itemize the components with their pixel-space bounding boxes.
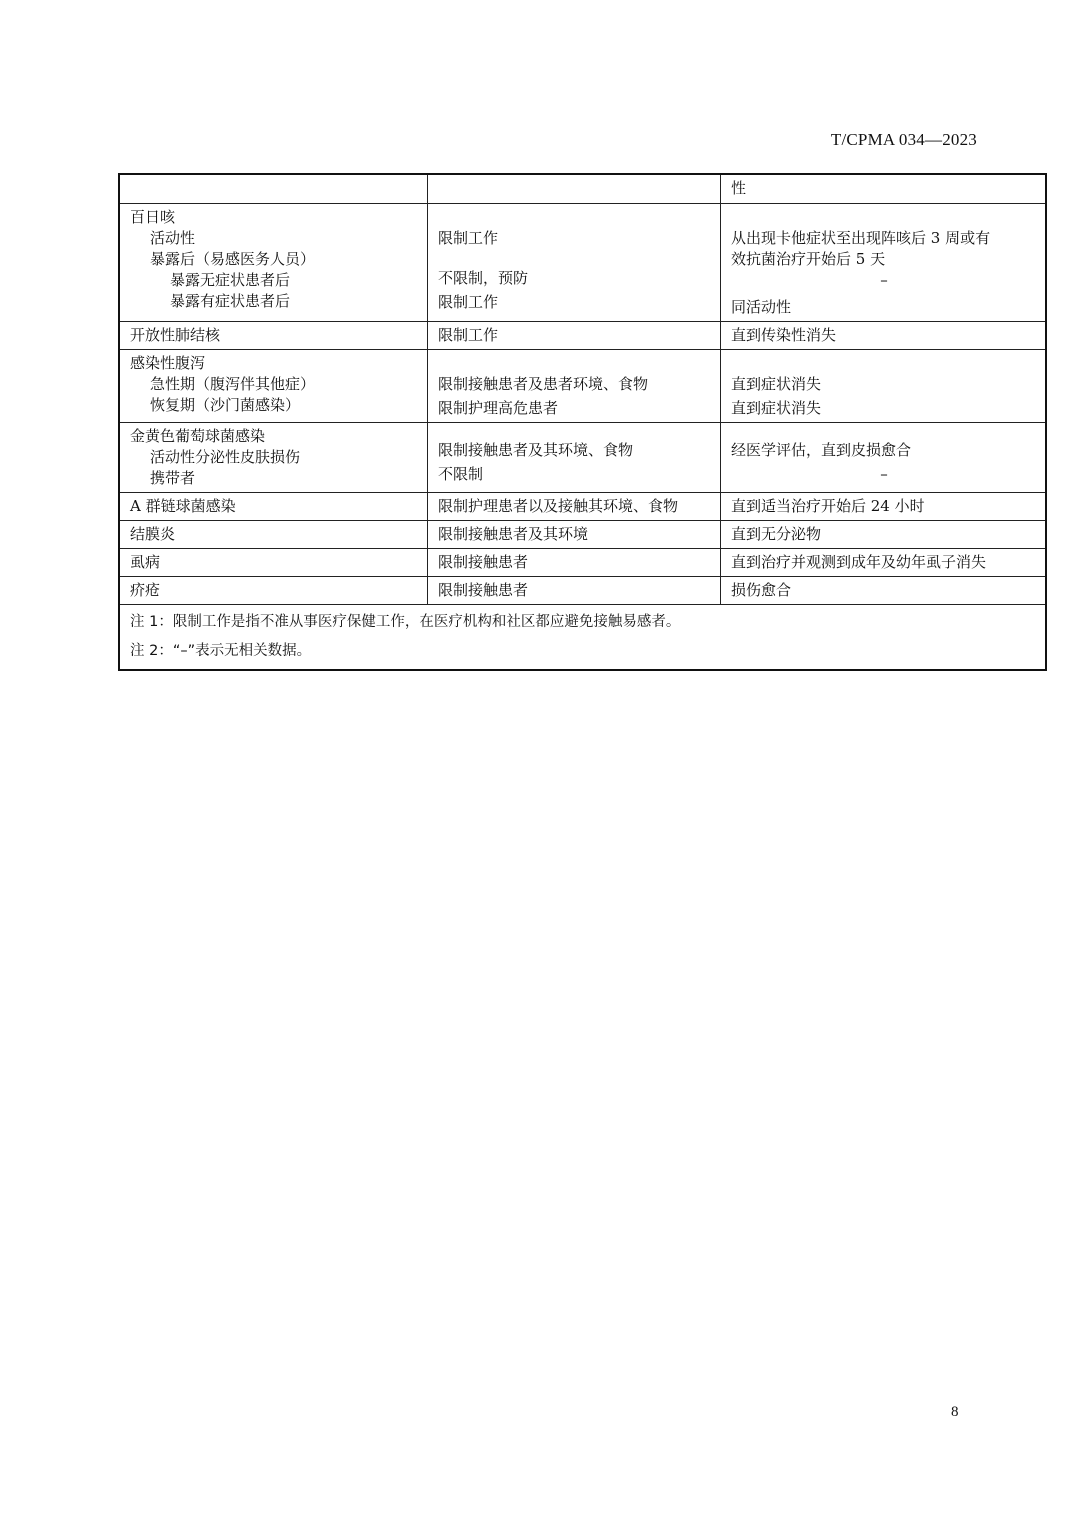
disease-stage: 活动性分泌性皮肤损伤 <box>150 447 301 466</box>
restriction-text: 限制工作 <box>428 321 721 349</box>
disease-substage: 暴露有症状患者后 <box>170 291 291 310</box>
table-row-conjunctivitis <box>119 520 1046 548</box>
restriction-text: 限制接触患者 <box>428 576 721 604</box>
table-notes-row <box>119 604 1046 670</box>
disease-substage: 暴露无症状患者后 <box>170 270 291 289</box>
restriction-cell <box>428 203 721 321</box>
duration-cell <box>721 203 1047 321</box>
notes-cell <box>119 604 1046 670</box>
restriction-text: 限制工作 <box>438 292 499 311</box>
duration-text: 直到治疗并观测到成年及幼年虱子消失 <box>721 548 1047 576</box>
table-cell: 性 <box>721 174 1047 203</box>
restriction-text: 限制接触患者 <box>428 548 721 576</box>
table-row <box>119 174 1046 203</box>
disease-cell <box>119 203 428 321</box>
disease-stage: 携带者 <box>150 468 196 487</box>
disease-stage: 急性期（腹泻伴其他症） <box>150 374 316 393</box>
disease-cell <box>119 422 428 492</box>
disease-name: 感染性腹泻 <box>130 353 206 372</box>
disease-name: 百日咳 <box>130 207 176 226</box>
table-row-pertussis <box>119 203 1046 321</box>
disease-name: 疥疮 <box>119 576 428 604</box>
disease-stage: 恢复期（沙门菌感染） <box>150 395 301 414</box>
duration-text: 从出现卡他症状至出现阵咳后 3 周或有 <box>731 228 991 247</box>
restriction-text: 不限制，预防 <box>438 268 529 287</box>
duration-text: 直到症状消失 <box>731 398 822 417</box>
duration-cell <box>721 349 1047 422</box>
table-row-lice <box>119 548 1046 576</box>
restriction-text: 限制接触患者及患者环境、食物 <box>438 374 649 393</box>
disease-stage: 活动性 <box>150 228 196 247</box>
table-row-scabies <box>119 576 1046 604</box>
restriction-cell <box>428 349 721 422</box>
duration-cell <box>721 422 1047 492</box>
restriction-cell <box>428 422 721 492</box>
disease-name: 虱病 <box>119 548 428 576</box>
table-row-infectious-diarrhea <box>119 349 1046 422</box>
disease-name: 金黄色葡萄球菌感染 <box>130 426 266 445</box>
duration-text: – <box>880 464 888 483</box>
disease-name: A 群链球菌感染 <box>119 492 428 520</box>
restriction-text: 限制工作 <box>438 228 499 247</box>
restriction-text: 限制接触患者及其环境、食物 <box>438 440 634 459</box>
infection-work-restriction-table <box>118 173 1047 671</box>
table-cell <box>428 174 721 203</box>
restriction-text: 限制护理高危患者 <box>438 398 559 417</box>
table-row-group-a-strep <box>119 492 1046 520</box>
table-note: 注 2：“–”表示无相关数据。 <box>130 642 312 659</box>
table-cell <box>119 174 428 203</box>
duration-text: 同活动性 <box>731 297 792 316</box>
disease-cell <box>119 349 428 422</box>
duration-text: 损伤愈合 <box>721 576 1047 604</box>
duration-text: 直到适当治疗开始后 24 小时 <box>721 492 1047 520</box>
page-number: 8 <box>951 1404 959 1420</box>
disease-name: 结膜炎 <box>119 520 428 548</box>
duration-text: 经医学评估，直到皮损愈合 <box>731 440 912 459</box>
duration-text: – <box>880 270 888 289</box>
duration-text: 效抗菌治疗开始后 5 天 <box>731 249 886 268</box>
table-row-tuberculosis <box>119 321 1046 349</box>
duration-text: 直到症状消失 <box>731 374 822 393</box>
duration-text: 直到无分泌物 <box>721 520 1047 548</box>
restriction-text: 不限制 <box>438 464 484 483</box>
table-note: 注 1：限制工作是指不准从事医疗保健工作，在医疗机构和社区都应避免接触易感者。 <box>130 613 681 630</box>
restriction-text: 限制护理患者以及接触其环境、食物 <box>428 492 721 520</box>
disease-name: 开放性肺结核 <box>119 321 428 349</box>
restriction-text: 限制接触患者及其环境 <box>428 520 721 548</box>
table-row-staph-infection <box>119 422 1046 492</box>
disease-stage: 暴露后（易感医务人员） <box>150 249 316 268</box>
document-id: T/CPMA 034—2023 <box>830 130 977 149</box>
duration-text: 直到传染性消失 <box>721 321 1047 349</box>
